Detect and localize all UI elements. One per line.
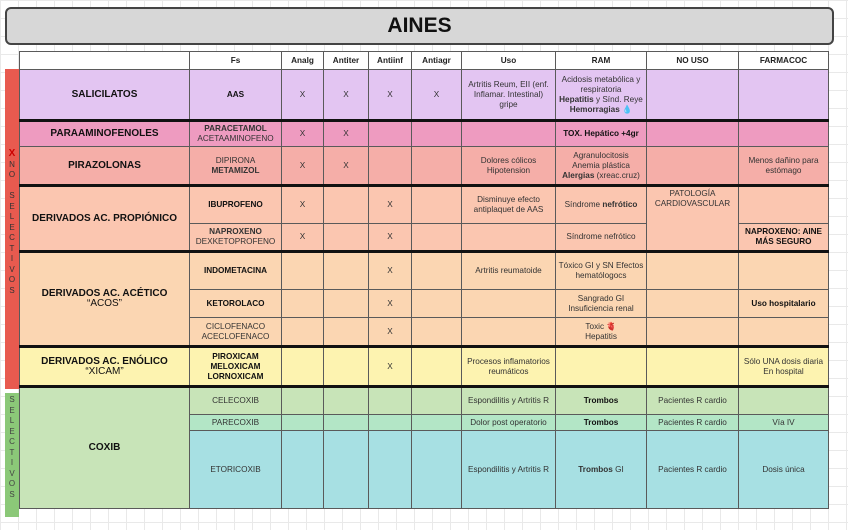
sidebar-selectivos [5,393,19,517]
uso-cell [462,290,556,318]
uso-cell: Espondilitis y Artritis R [462,387,556,415]
group-enolico [20,347,190,387]
side-letter: V [9,264,15,274]
analg-cell: X [282,121,324,147]
group-salicilatos: SALICILATOS [20,70,190,121]
antiagr-cell [412,290,462,318]
liver-icon: 🫀 [606,321,617,331]
fs-bold: LORNOXICAM [207,371,264,381]
antiagr-cell [412,224,462,252]
ram-bold: Trombos [578,464,613,474]
antiagr-cell [412,186,462,224]
header-fs: Fs [190,52,282,70]
antiagr-cell [412,431,462,509]
side-letter: C [9,437,15,446]
group-label: DERIVADOS AC. ENÓLICO [41,355,168,367]
farmacoc-cell [739,186,829,224]
blood-drop-icon: 💧 [622,104,633,114]
header-antiter: Antiter [324,52,369,70]
ram-cell: Tóxico GI y SN Efectos hematólogocs [556,252,647,290]
fs-cell: INDOMETACINA [190,252,282,290]
page-title: AINES [5,7,834,45]
fs-cell: CELECOXIB [190,387,282,415]
antiagr-cell [412,347,462,387]
farmacoc-cell [739,387,829,415]
ram-line: Síndrome [564,200,603,209]
side-letter: O [8,479,16,488]
side-letter: S [9,285,15,295]
group-paraaminofenoles: PARAAMINOFENOLES [20,121,190,147]
fs-cell: AAS [190,70,282,121]
fs-alt: ACETAAMINOFENO [197,134,274,143]
ram-line: Acidosis metabólica y respiratoria [561,74,641,94]
ram-cell [556,431,647,509]
header-group [20,52,190,70]
header-ram: RAM [556,52,647,70]
table-row [20,252,829,290]
ram-cell [556,70,647,121]
x-mark-icon: X [8,148,16,159]
fs-cell: ETORICOXIB [190,431,282,509]
header-row [20,52,829,70]
ram-cell: Trombos [556,415,647,431]
no-uso-cell [647,318,739,347]
side-letter: S [9,191,15,200]
ram-line: Anemia plástica [572,160,630,170]
ram-bold: Alergias [562,170,595,180]
fs-bold: PIROXICAM [212,351,259,361]
side-letter: S [9,489,15,499]
no-uso-cell: PATOLOGÍA CARDIOVASCULAR [647,186,739,252]
antiinf-cell [369,121,412,147]
uso-cell: Dolor post operatorio [462,415,556,431]
fs-cell [190,224,282,252]
uso-cell [462,318,556,347]
side-letter: I [10,458,14,467]
analg-cell [282,318,324,347]
farmacoc-cell: Dosis única [739,431,829,509]
side-letter: C [9,233,15,242]
analg-cell [282,431,324,509]
antiinf-cell: X [369,252,412,290]
fs-bold: METAMIZOL [211,165,260,175]
ram-bold: nefrótico [602,200,638,209]
antiinf-cell: X [369,224,412,252]
antiagr-cell [412,121,462,147]
group-acetico [20,252,190,347]
uso-cell: Disminuye efecto antiplaquet de AAS [462,186,556,224]
uso-cell: Dolores cólicos Hipotension [462,147,556,186]
side-letter: T [9,447,15,457]
antiter-cell: X [324,121,369,147]
antiter-cell [324,387,369,415]
header-farmacoc: FARMACOC [739,52,829,70]
no-uso-cell [647,70,739,121]
header-antiinf: Antiinf [369,52,412,70]
analg-cell: X [282,70,324,121]
side-letter: L [9,212,15,221]
side-letter: T [9,243,15,253]
antiinf-cell: X [369,70,412,121]
fs-cell [190,121,282,147]
analg-cell: X [282,224,324,252]
fs-bold: NAPROXENO [209,227,262,236]
side-letter: E [9,222,15,232]
analg-cell [282,252,324,290]
antiagr-cell [412,147,462,186]
farmacoc-cell: Uso hospitalario [739,290,829,318]
no-uso-cell [647,252,739,290]
antiagr-cell: X [412,70,462,121]
farmacoc-cell [739,70,829,121]
group-sublabel: “ACOS” [87,298,122,309]
ram-line: y Sínd. Reye [593,94,643,104]
analg-cell: X [282,147,324,186]
aines-table [19,51,829,509]
antiinf-cell [369,415,412,431]
side-letter: E [9,426,15,436]
header-antiagr: Antiagr [412,52,462,70]
antiagr-cell [412,252,462,290]
ram-cell [556,347,647,387]
no-uso-cell: Pacientes R cardio [647,387,739,415]
fs-alt: DEXKETOPROFENO [195,237,276,246]
table-row [20,186,829,224]
uso-cell [462,121,556,147]
antiter-cell [324,224,369,252]
farmacoc-cell: Vía IV [739,415,829,431]
antiter-cell [324,252,369,290]
group-pirazolonas: PIRAZOLONAS [20,147,190,186]
table-row [20,121,829,147]
farmacoc-cell: NAPROXENO: AINE MÁS SEGURO [739,224,829,252]
side-letter [11,181,13,192]
fs-bold: PARACETAMOL [204,124,267,133]
analg-cell [282,415,324,431]
farmacoc-cell: Menos dañino para estómago [739,147,829,186]
no-uso-cell: Pacientes R cardio [647,431,739,509]
no-uso-cell [647,147,739,186]
ram-line: Hepatitis [585,331,617,341]
ram-cell: TOX. Hepático +4gr [556,121,647,147]
farmacoc-cell [739,121,829,147]
antiagr-cell [412,318,462,347]
analg-cell: X [282,186,324,224]
uso-cell: Artritis reumatoide [462,252,556,290]
antiter-cell [324,290,369,318]
antiinf-cell [369,387,412,415]
side-letter: O [8,275,16,284]
table-row [20,147,829,186]
ram-bold: Hemorragias [569,104,620,114]
no-uso-cell: Pacientes R cardio [647,415,739,431]
side-letter: N [9,159,15,169]
ram-bold: Hepatitis [559,94,594,104]
fs-cell [190,147,282,186]
fs-alt: CICLOFENACO [205,321,266,331]
ram-cell: Trombos [556,387,647,415]
ram-line: (xreac.cruz) [594,170,640,180]
farmacoc-cell [739,318,829,347]
farmacoc-cell [739,252,829,290]
fs-cell: IBUPROFENO [190,186,282,224]
uso-cell: Artritis Reum, EII (enf. Inflamar. Intestinal) gripe [462,70,556,121]
no-uso-cell [647,347,739,387]
antiter-cell [324,415,369,431]
fs-cell: KETOROLACO [190,290,282,318]
analg-cell [282,387,324,415]
group-propionico: DERIVADOS AC. PROPIÓNICO [20,186,190,252]
fs-alt: ACECLOFENACO [201,331,270,341]
header-analg: Analg [282,52,324,70]
analg-cell [282,290,324,318]
antiinf-cell: X [369,318,412,347]
antiter-cell [324,186,369,224]
farmacoc-cell: Sólo UNA dosis diaria En hospital [739,347,829,387]
antiter-cell [324,318,369,347]
uso-cell [462,224,556,252]
group-sublabel: “XICAM” [85,365,124,377]
antiagr-cell [412,415,462,431]
antiinf-cell [369,147,412,186]
ram-line: Agranulocitosis [573,150,629,160]
fs-cell [190,318,282,347]
fs-cell: PARECOXIB [190,415,282,431]
side-letter: V [9,468,15,478]
antiinf-cell: X [369,186,412,224]
fs-alt: DIPIRONA [215,155,256,165]
analg-cell [282,347,324,387]
antiinf-cell: X [369,290,412,318]
header-uso: Uso [462,52,556,70]
antiagr-cell [412,387,462,415]
antiinf-cell: X [369,347,412,387]
side-letter: L [9,416,15,425]
table-row [20,387,829,415]
antiter-cell [324,347,369,387]
antiter-cell: X [324,70,369,121]
ram-line: GI [612,464,624,474]
header-no-uso: NO USO [647,52,739,70]
ram-cell [556,318,647,347]
side-letter: I [10,254,14,263]
group-label: DERIVADOS AC. ACÉTICO [41,288,168,299]
no-uso-cell [647,121,739,147]
table-row [20,347,829,387]
group-coxib: COXIB [20,387,190,509]
uso-cell: Espondilitis y Artritis R [462,431,556,509]
no-uso-cell [647,290,739,318]
uso-cell: Procesos inflamatorios reumáticos [462,347,556,387]
ram-cell: Sangrado GI Insuficiencia renal [556,290,647,318]
ram-line: Toxic [585,321,605,331]
antiinf-cell [369,431,412,509]
side-letter: E [9,405,15,415]
antiter-cell: X [324,147,369,186]
fs-bold: MELOXICAM [210,361,261,371]
sidebar-no-selectivos [5,69,19,389]
ram-cell [556,186,647,224]
side-letter: E [9,201,15,211]
antiter-cell [324,431,369,509]
fs-cell [190,347,282,387]
side-letter: O [8,170,16,179]
ram-cell [556,147,647,186]
table-row [20,70,829,121]
ram-cell: Síndrome nefrótico [556,224,647,252]
side-letter: S [9,395,15,404]
